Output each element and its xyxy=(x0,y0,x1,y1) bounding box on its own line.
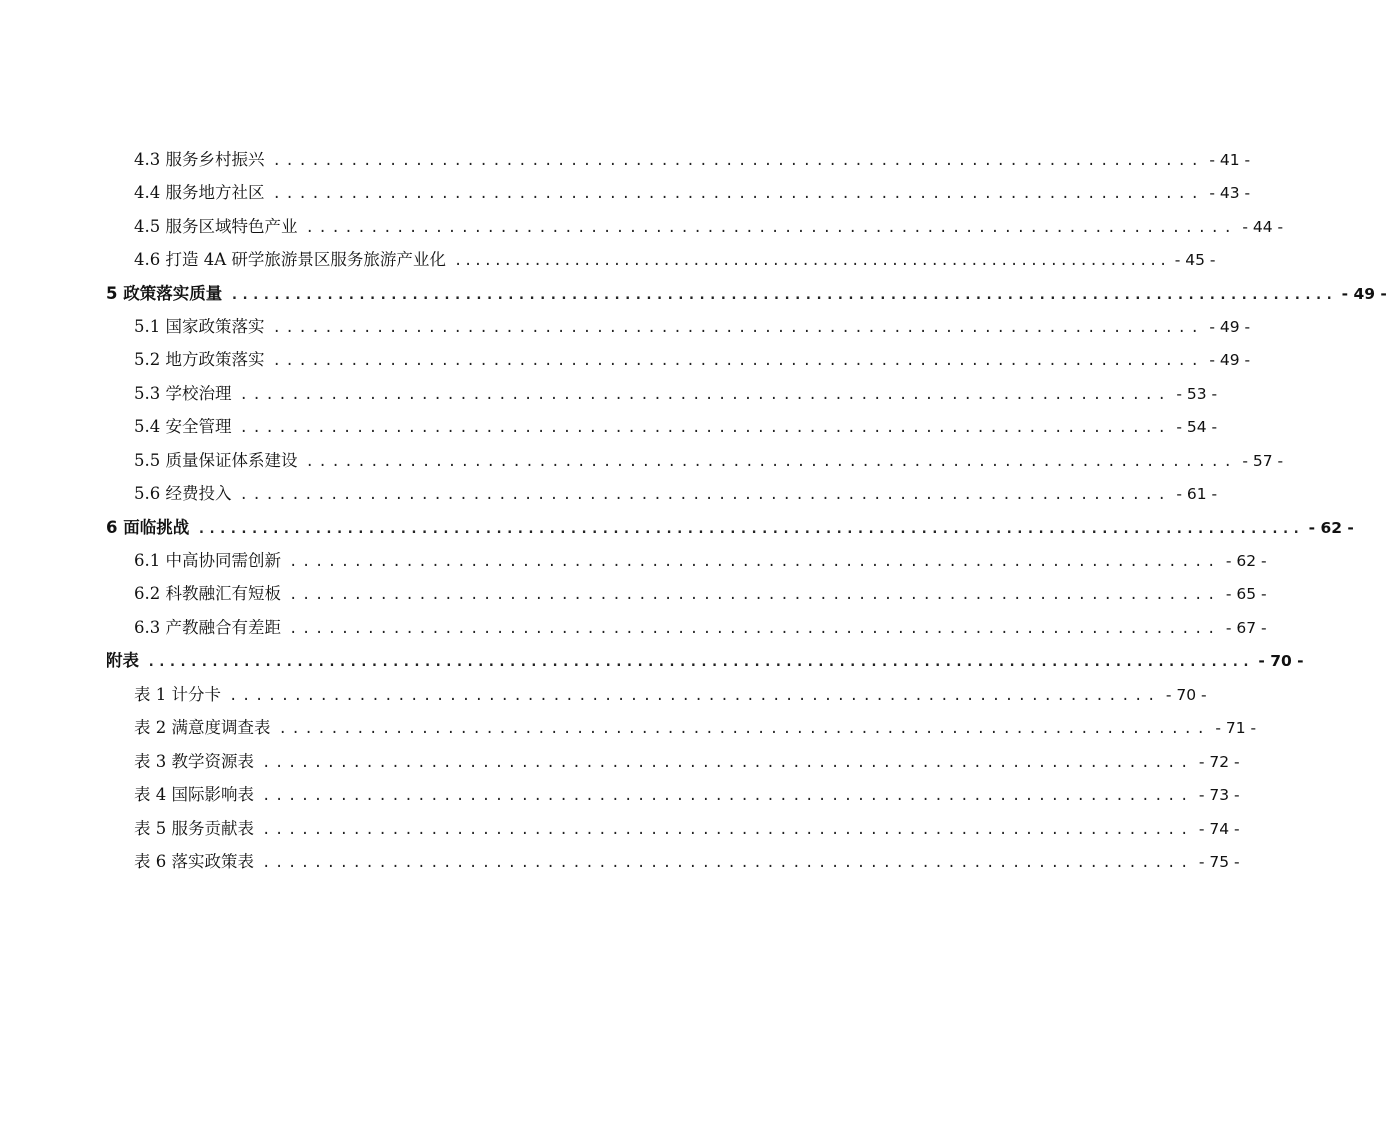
toc-entry[interactable] xyxy=(0,415,1218,439)
toc-entry-page: - 49 - xyxy=(1209,351,1251,369)
toc-entry-page: - 41 - xyxy=(1209,151,1251,169)
toc-entry-title: 6 面临挑战 xyxy=(106,518,190,537)
toc-entry-page: - 57 - xyxy=(1242,452,1284,470)
toc-entry[interactable] xyxy=(0,817,1240,841)
toc-entry-title: 4.6 打造 4A 研学旅游景区服务旅游产业化 xyxy=(134,250,446,269)
toc-entry-chapter[interactable] xyxy=(0,516,1354,540)
toc-entry-title: 5.3 学校治理 xyxy=(134,384,232,403)
toc-entry-title: 附表 xyxy=(106,651,139,670)
toc-entry-title: 4.4 服务地方社区 xyxy=(134,183,265,202)
toc-leader-dots: ........................................................................ xyxy=(305,454,1237,470)
toc-entry[interactable] xyxy=(0,348,1251,372)
toc-entry-title: 5.5 质量保证体系建设 xyxy=(134,451,298,470)
toc-entry[interactable] xyxy=(0,750,1240,774)
toc-leader-dots: ........................................................................ xyxy=(262,855,1193,871)
toc-entry[interactable] xyxy=(0,549,1267,573)
toc-entry-title: 表 4 国际影响表 xyxy=(134,785,254,804)
toc-leader-dots: ........................................................................ xyxy=(262,788,1193,804)
toc-entry-page: - 62 - xyxy=(1308,519,1354,537)
toc-leader-dots: ........................................................................ xyxy=(272,353,1204,369)
toc-entry-title: 4.5 服务区域特色产业 xyxy=(134,217,298,236)
toc-entry-page: - 71 - xyxy=(1215,719,1257,737)
toc-entry[interactable] xyxy=(0,449,1284,473)
toc-entry-title: 5.2 地方政策落实 xyxy=(134,350,265,369)
toc-leader-dots: ........................................................................ xyxy=(239,387,1171,403)
toc-entry-page: - 72 - xyxy=(1198,753,1240,771)
toc-entry-title: 表 6 落实政策表 xyxy=(134,852,254,871)
toc-entry-page: - 53 - xyxy=(1176,385,1218,403)
toc-entry[interactable] xyxy=(0,248,1216,272)
toc-leader-dots: ........................................................................ xyxy=(262,822,1193,838)
toc-entry-page: - 54 - xyxy=(1176,418,1218,436)
toc-entry-page: - 61 - xyxy=(1176,485,1218,503)
toc-entry[interactable] xyxy=(0,148,1251,172)
toc-entry-title: 5.6 经费投入 xyxy=(134,484,232,503)
toc-leader-dots: ........................................................................................................ xyxy=(197,521,1303,537)
toc-entry-page: - 70 - xyxy=(1258,652,1304,670)
toc-leader-dots: ........................................................................ xyxy=(229,688,1160,704)
toc-entry-page: - 65 - xyxy=(1225,585,1267,603)
toc-entry-chapter[interactable] xyxy=(0,649,1304,673)
toc-entry-page: - 43 - xyxy=(1209,184,1251,202)
toc-entry-title: 表 1 计分卡 xyxy=(134,685,221,704)
toc-entry-page: - 74 - xyxy=(1198,820,1240,838)
toc-entry-page: - 70 - xyxy=(1165,686,1207,704)
toc-entry[interactable] xyxy=(0,181,1251,205)
toc-leader-dots: ........................................................................ xyxy=(305,220,1237,236)
toc-entry[interactable] xyxy=(0,215,1284,239)
toc-leader-dots: ........................................................................ xyxy=(289,587,1220,603)
toc-leader-dots: ........................................................................ xyxy=(278,721,1210,737)
toc-entry-title: 6.1 中高协同需创新 xyxy=(134,551,281,570)
toc-entry-page: - 45 - xyxy=(1174,251,1216,269)
toc-entry[interactable] xyxy=(0,382,1218,406)
toc-leader-dots: ........................................................................ xyxy=(289,621,1220,637)
toc-entry-title: 6.3 产教融合有差距 xyxy=(134,618,281,637)
toc-entry[interactable] xyxy=(0,315,1251,339)
toc-entry-chapter[interactable] xyxy=(0,282,1387,306)
toc-leader-dots: ........................................................................ xyxy=(239,420,1171,436)
toc-entry-page: - 49 - xyxy=(1209,318,1251,336)
toc-entry-title: 5.4 安全管理 xyxy=(134,417,232,436)
toc-entry-title: 5.1 国家政策落实 xyxy=(134,317,265,336)
toc-leader-dots: ........................................................................ xyxy=(239,487,1171,503)
toc-entry-page: - 44 - xyxy=(1242,218,1284,236)
toc-entry[interactable] xyxy=(0,850,1240,874)
toc-entry[interactable] xyxy=(0,482,1218,506)
toc-entry[interactable] xyxy=(0,716,1257,740)
toc-entry[interactable] xyxy=(0,616,1267,640)
toc-entry[interactable] xyxy=(0,783,1240,807)
toc-leader-dots: ........................................................................................................ xyxy=(230,287,1336,303)
toc-entry-title: 表 3 教学资源表 xyxy=(134,752,254,771)
toc-entry-page: - 73 - xyxy=(1198,786,1240,804)
toc-entry-title: 6.2 科教融汇有短板 xyxy=(134,584,281,603)
toc-entry-title: 5 政策落实质量 xyxy=(106,284,223,303)
toc-leader-dots: ........................................................................ xyxy=(272,320,1204,336)
toc-leader-dots: ........................................................................ xyxy=(272,153,1204,169)
toc-leader-dots: ........................................................................ xyxy=(272,186,1204,202)
toc-leader-dots: ........................................................................ xyxy=(262,755,1193,771)
toc-entry[interactable] xyxy=(0,582,1267,606)
toc-leader-dots: ........................................................................ xyxy=(289,554,1220,570)
toc-entry-title: 表 5 服务贡献表 xyxy=(134,819,254,838)
toc-leader-dots: ........................................................................ xyxy=(453,253,1169,269)
toc-entry-title: 表 2 满意度调查表 xyxy=(134,718,271,737)
toc-entry-page: - 67 - xyxy=(1225,619,1267,637)
toc-entry-page: - 49 - xyxy=(1341,285,1387,303)
toc-leader-dots: ........................................................................................................ xyxy=(147,654,1253,670)
toc-entry-page: - 75 - xyxy=(1198,853,1240,871)
toc-entry-page: - 62 - xyxy=(1225,552,1267,570)
toc-entry-title: 4.3 服务乡村振兴 xyxy=(134,150,265,169)
toc-entry[interactable] xyxy=(0,683,1207,707)
